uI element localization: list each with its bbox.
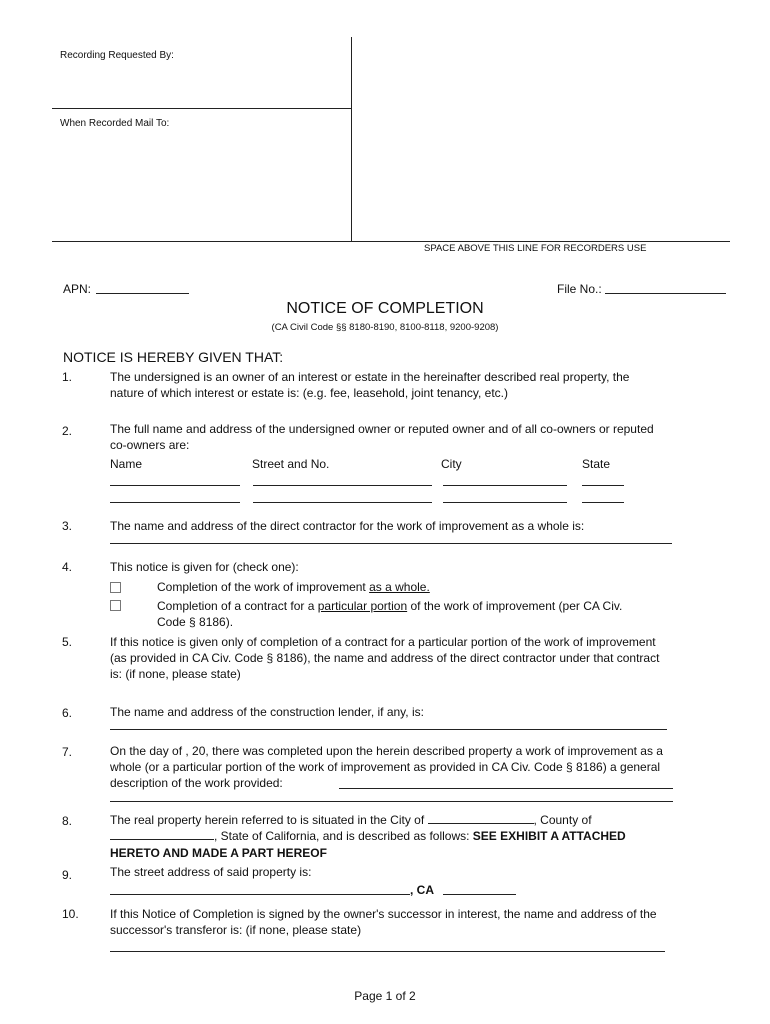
document-title: NOTICE OF COMPLETION — [286, 300, 484, 317]
item-8-line1 — [110, 812, 592, 828]
owner-city-field-1[interactable] — [443, 485, 567, 486]
item-5-text: If this notice is given only of completion of a contract for a particular portion of the work of improvement (as provided in CA Civ. Code § 8186), the name and address of the direct contractor under that contract is: (if none, please state) — [110, 635, 660, 681]
owner-state-field-1[interactable] — [582, 485, 624, 486]
file-no-label: File No.: — [557, 282, 602, 296]
construction-lender-field[interactable] — [110, 729, 667, 730]
item-3-number: 3. — [62, 519, 73, 533]
item-4-text: This notice is given for (check one): — [110, 560, 299, 574]
item-8-line2 — [110, 828, 626, 844]
owner-state-field-2[interactable] — [582, 502, 624, 503]
item-6-text: The name and address of the construction lender, if any, is: — [110, 705, 424, 719]
work-description-field-1[interactable] — [339, 788, 673, 789]
checkbox-particular-portion[interactable] — [110, 600, 121, 611]
column-city-header: City — [441, 457, 462, 471]
item-7-number: 7. — [62, 745, 73, 759]
option-whole-completion — [157, 579, 430, 595]
item-9-number: 9. — [62, 868, 73, 882]
file-no-field[interactable] — [605, 293, 726, 294]
county-field[interactable] — [110, 828, 214, 840]
option-whole-underlined: as a whole. — [369, 580, 430, 594]
column-name-header: Name — [110, 457, 143, 471]
option-particular-portion — [157, 598, 622, 614]
item-8-bold-exhibit: SEE EXHIBIT A ATTACHED — [472, 829, 626, 843]
item-8-text-state: , State of California, and is described as follows: — [214, 829, 473, 843]
item-3-text: The name and address of the direct contractor for the work of improvement as a whole is: — [110, 519, 585, 533]
option-particular-text-post: of the work of improvement (per CA Civ. — [407, 599, 623, 613]
item-1-number: 1. — [62, 370, 73, 384]
transferor-field[interactable] — [110, 951, 665, 952]
option-particular-line2: Code § 8186). — [157, 615, 234, 629]
recording-requested-by-label: Recording Requested By: — [60, 50, 174, 61]
owner-street-field-1[interactable] — [253, 485, 432, 486]
apn-field[interactable] — [96, 293, 189, 294]
city-field[interactable] — [428, 812, 534, 824]
owner-city-field-2[interactable] — [443, 502, 567, 503]
item-2-number: 2. — [62, 424, 73, 438]
column-state-header: State — [582, 457, 611, 471]
space-above-line-note: SPACE ABOVE THIS LINE FOR RECORDERS USE — [424, 243, 647, 254]
item-5-number: 5. — [62, 635, 73, 649]
option-particular-underlined: particular portion — [317, 599, 408, 613]
item-2-text: The full name and address of the undersigned owner or reputed owner and of all co-owners or reputed co-owners are: — [110, 422, 654, 452]
zip-field[interactable] — [443, 894, 516, 895]
page-number: Page 1 of 2 — [354, 989, 416, 1003]
intro-heading: NOTICE IS HEREBY GIVEN THAT: — [63, 349, 284, 365]
item-8-bold-line2: HERETO AND MADE A PART HEREOF — [110, 846, 327, 860]
item-4-number: 4. — [62, 560, 73, 574]
apn-label: APN: — [63, 282, 92, 296]
checkbox-whole-completion[interactable] — [110, 582, 121, 593]
recorder-space-line — [52, 241, 730, 242]
item-8-text-pre: The real property herein referred to is situated in the City of — [110, 813, 428, 827]
header-divider-horizontal — [52, 108, 351, 109]
option-whole-text: Completion of the work of improvement — [157, 580, 370, 594]
document-subtitle: (CA Civil Code §§ 8180-8190, 8100-8118, 9200-9208) — [271, 322, 499, 333]
item-6-number: 6. — [62, 706, 73, 720]
item-9-text: The street address of said property is: — [110, 865, 312, 879]
item-8-text-mid: , County of — [533, 813, 592, 827]
owner-street-field-2[interactable] — [253, 502, 432, 503]
item-8-number: 8. — [62, 814, 73, 828]
direct-contractor-field[interactable] — [110, 543, 672, 544]
street-address-field[interactable] — [110, 894, 410, 895]
item-10-number: 10. — [62, 907, 79, 921]
when-recorded-mail-to-label: When Recorded Mail To: — [60, 118, 170, 129]
header-divider-vertical — [351, 37, 352, 241]
item-1-text: The undersigned is an owner of an interest or estate in the hereinafter described real property, the nature of which interest or estate is: (e.g. fee, leasehold, joint tenancy, etc.) — [110, 370, 630, 400]
option-particular-text-pre: Completion of a contract for a — [157, 599, 318, 613]
work-description-field-2[interactable] — [110, 801, 673, 802]
owner-name-field-1[interactable] — [110, 485, 240, 486]
item-9-ca: , CA — [410, 883, 434, 897]
item-7-text: On the day of , 20, there was completed upon the herein described property a work of improvement as a whole (or a particular portion of the work of improvement as provided in CA Civ. Code § 8186) a general description of the work provided: — [110, 744, 663, 790]
owner-name-field-2[interactable] — [110, 502, 240, 503]
column-street-header: Street and No. — [252, 457, 330, 471]
item-10-text: If this Notice of Completion is signed by the owner's successor in interest, the name and address of the successor's transferor is: (if none, please state) — [110, 907, 657, 937]
